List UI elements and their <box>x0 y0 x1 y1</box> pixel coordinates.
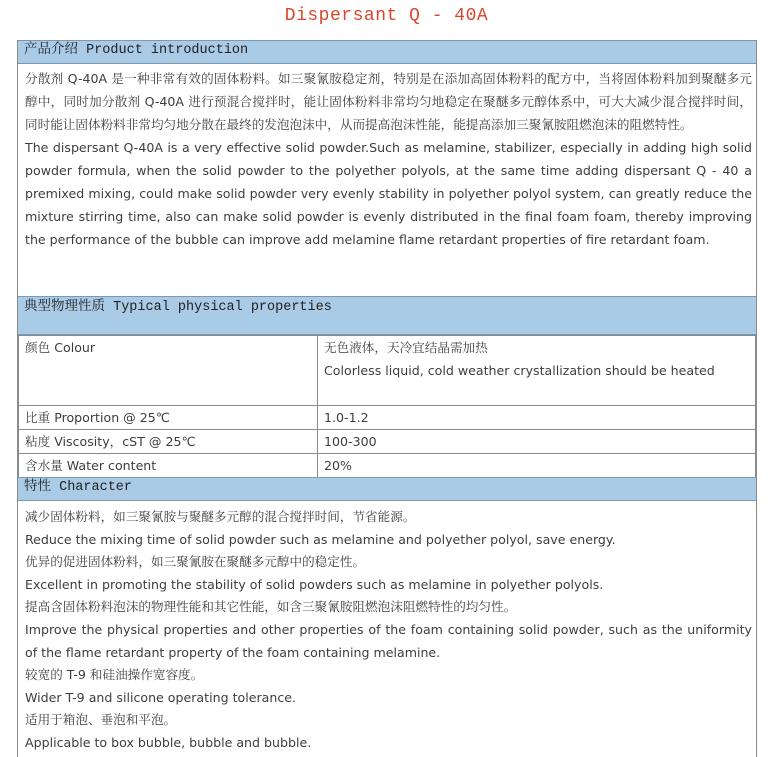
property-value: 100-300 <box>318 430 756 454</box>
properties-table <box>18 335 756 478</box>
character-heading: 特性 Character <box>18 477 756 501</box>
intro-en: The dispersant Q-40A is a very effective solid powder.Such as melamine, stabilizer, especially in adding high solid powder formula, when the solid powder to the polyether polyols, at the same time adding dispersant Q - 40 a premixed mixing, could make solid powder very evenly stability in polyether polyol system, can greatly reduce the mixture stirring time, also can make solid powder is evenly distributed in the final foam foam, thereby improving the performance of the bubble can improve add melamine flame retardant properties of fire retardant foam. <box>25 140 752 247</box>
character-line: Applicable to box bubble, bubble and bubble. <box>25 734 312 750</box>
character-line: 适用于箱泡、垂泡和平泡。 <box>25 712 177 728</box>
property-label: 颜色 Colour <box>19 336 318 406</box>
character-list <box>25 506 752 755</box>
intro-heading: 产品介绍 Product introduction <box>18 40 756 64</box>
intro-zh: 分散剂 Q-40A 是一种非常有效的固体粉料。如三聚氰胺稳定剂，特别是在添加高固体粉料的配方中，当将固体粉料加到聚醚多元醇中，同时加分散剂 Q-40A 进行预混合搅拌时，能让固体粉料非常均匀地稳定在聚醚多元醇体系中，可大大减少混合搅拌时间，同时能让固体粉料非常均匀地分散在最终的发泡泡沫中，从而提高泡沫性能，能提高添加三聚氰胺阻燃泡沫的阻燃特性。 <box>25 71 752 132</box>
property-value: 1.0-1.2 <box>318 406 756 430</box>
table-row <box>19 430 756 454</box>
property-label: 含水量 Water content <box>19 454 318 478</box>
property-value <box>318 336 756 406</box>
character-line: 减少固体粉料，如三聚氰胺与聚醚多元醇的混合搅拌时间，节省能源。 <box>25 509 416 524</box>
character-line: Wider T-9 and silicone operating tolerance. <box>25 689 297 705</box>
character-line: Improve the physical properties and other properties of the foam containing solid powder, such as the uniformity of the flame retardant property of the foam containing melamine. <box>25 621 752 660</box>
property-value: 20% <box>318 454 756 478</box>
intro-text <box>25 67 752 251</box>
character-line: 优异的促进固体粉料，如三聚氰胺在聚醚多元醇中的稳定性。 <box>25 554 366 570</box>
datasheet <box>17 40 757 757</box>
character-line: 提高含固体粉料泡沫的物理性能和其它性能，如含三聚氰胺阻燃泡沫阻燃特性的均匀性。 <box>25 599 517 615</box>
property-label: 粘度 Viscosity，cST @ 25℃ <box>19 430 318 454</box>
property-value-en: Colorless liquid, cold weather crystallization should be heated <box>324 363 715 378</box>
property-label: 比重 Proportion @ 25℃ <box>19 406 318 430</box>
page-title: Dispersant Q - 40A <box>284 6 489 26</box>
table-row <box>19 406 756 430</box>
character-line: Reduce the mixing time of solid powder such as melamine and polyether polyol, save energy. <box>25 531 616 547</box>
properties-heading: 典型物理性质 Typical physical properties <box>18 296 756 335</box>
table-row <box>19 336 756 406</box>
property-value-zh: 无色液体，天冷宜结晶需加热 <box>324 340 488 355</box>
table-row <box>19 454 756 478</box>
character-line: Excellent in promoting the stability of solid powders such as melamine in polyether polyols. <box>25 576 604 592</box>
character-line: 较宽的 T-9 和硅油操作宽容度。 <box>25 667 204 683</box>
